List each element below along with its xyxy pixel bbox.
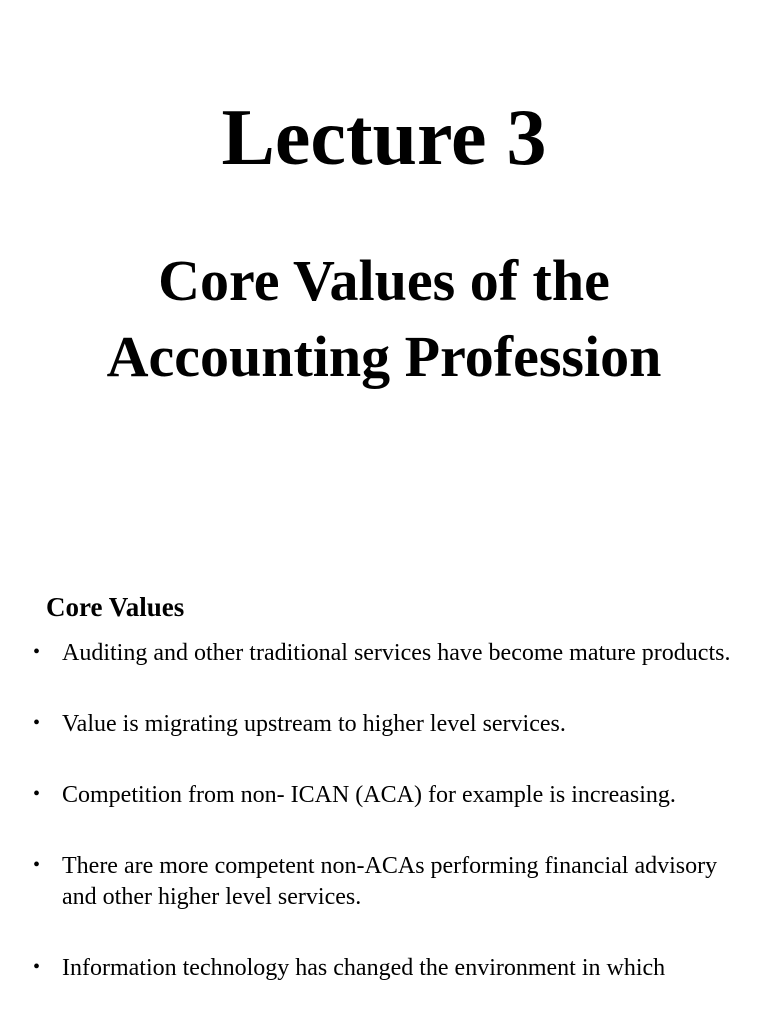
bullet-dot-icon: • xyxy=(33,854,41,876)
section-heading: Core Values xyxy=(46,592,185,622)
bullet-text: Competition from non- ICAN (ACA) for example is increasing. xyxy=(62,782,676,808)
bullet-list xyxy=(0,638,768,1024)
bullet-item xyxy=(0,709,768,740)
bullet-text: There are more competent non-ACAs performing financial advisory and other higher level services. xyxy=(62,853,718,910)
bullet-text: Auditing and other traditional services have become mature products. xyxy=(62,640,731,666)
subtitle-line-2: Accounting Profession xyxy=(106,324,662,389)
bullet-dot-icon: • xyxy=(33,783,41,805)
slide-subtitle xyxy=(0,243,768,395)
bullet-dot-icon: • xyxy=(33,956,41,978)
bullet-item xyxy=(0,953,768,984)
subtitle-line-1: Core Values of the xyxy=(158,248,610,313)
bullet-item xyxy=(0,851,768,913)
bullet-item xyxy=(0,780,768,811)
lecture-title: Lecture 3 xyxy=(221,94,547,182)
content-slide xyxy=(0,560,768,1024)
bullet-dot-icon: • xyxy=(33,712,41,734)
bullet-text: Value is migrating upstream to higher level services. xyxy=(62,711,566,737)
bullet-item xyxy=(0,638,768,669)
bullet-dot-icon: • xyxy=(33,641,41,663)
bullet-text: Information technology has changed the environment in which xyxy=(62,955,666,981)
